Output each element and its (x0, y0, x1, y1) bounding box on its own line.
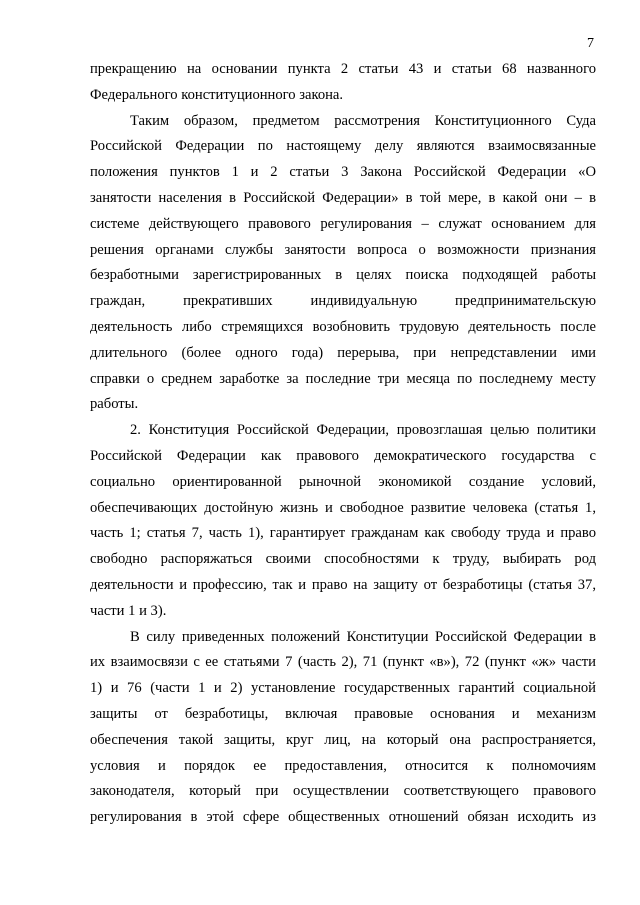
page-number: 7 (587, 36, 594, 51)
text-line: 2. Конституция Российской Федерации, провозглашая целью политики (130, 422, 596, 439)
text-line: Российской Федерации как правового демократического государства с (90, 447, 596, 464)
text-line: В силу приведенных положений Конституции Российской Федерации в (130, 628, 596, 645)
paragraph (90, 57, 596, 109)
text-line: их взаимосвязи с ее статьями 7 (часть 2), 71 (пункт «в»), 72 (пункт «ж» части (90, 654, 596, 671)
text-line: части 1 и 3). (90, 602, 167, 619)
text-line: деятельность либо стремящихся возобновить трудовую деятельность после (90, 318, 596, 335)
text-line: безработными зарегистрированных в целях поиска подходящей работы (90, 267, 596, 284)
text-line: положения пунктов 1 и 2 статьи 3 Закона Российской Федерации «О (90, 164, 596, 181)
text-line: прекращению на основании пункта 2 статьи 43 и статьи 68 названного (90, 61, 596, 77)
text-line: обеспечивающих достойную жизнь и свободное развитие человека (статья 1, (90, 499, 596, 516)
document-body (90, 57, 596, 831)
text-line: часть 1; статья 7, часть 1), гарантирует гражданам как свободу труда и право (90, 525, 596, 542)
text-line: деятельности и профессию, так и право на защиту от безработицы (статья 37, (90, 576, 596, 593)
text-line: социально ориентированной рыночной экономикой создание условий, (90, 473, 596, 490)
text-line: системе действующего правового регулирования – служат основанием для (90, 215, 596, 232)
text-line: свободно распоряжаться своими способностями к труду, выбирать род (90, 551, 596, 568)
text-line: Таким образом, предметом рассмотрения Конституционного Суда (130, 112, 596, 129)
text-line: 1) и 76 (части 1 и 2) установление государственных гарантий социальной (90, 680, 596, 697)
text-line: защиты от безработицы, включая правовые основания и механизм (90, 705, 596, 722)
text-line: решения органами службы занятости вопроса о возможности признания (90, 241, 596, 258)
text-line: законодателя, который при осуществлении соответствующего правового (90, 783, 596, 800)
paragraph (90, 109, 596, 419)
paragraph (90, 625, 596, 831)
text-line: справки о среднем заработке за последние три месяца по последнему месту (90, 370, 596, 387)
paragraph (90, 418, 596, 624)
text-line: граждан, прекративших индивидуальную предпринимательскую (90, 293, 596, 310)
text-line: Федерального конституционного закона. (90, 86, 344, 103)
text-line: условия и порядок ее предоставления, относится к полномочиям (90, 757, 596, 774)
text-line: обеспечения такой защиты, круг лиц, на который она распространяется, (90, 731, 596, 748)
text-line: длительного (более одного года) перерыва, при непредставлении ими (90, 344, 596, 361)
text-line: регулирования в этой сфере общественных отношений обязан исходить из (90, 809, 596, 826)
text-line: Российской Федерации по настоящему делу являются взаимосвязанные (90, 138, 596, 155)
text-line: работы. (90, 396, 139, 413)
text-line: занятости населения в Российской Федерации» в той мере, в какой они – в (90, 189, 596, 206)
